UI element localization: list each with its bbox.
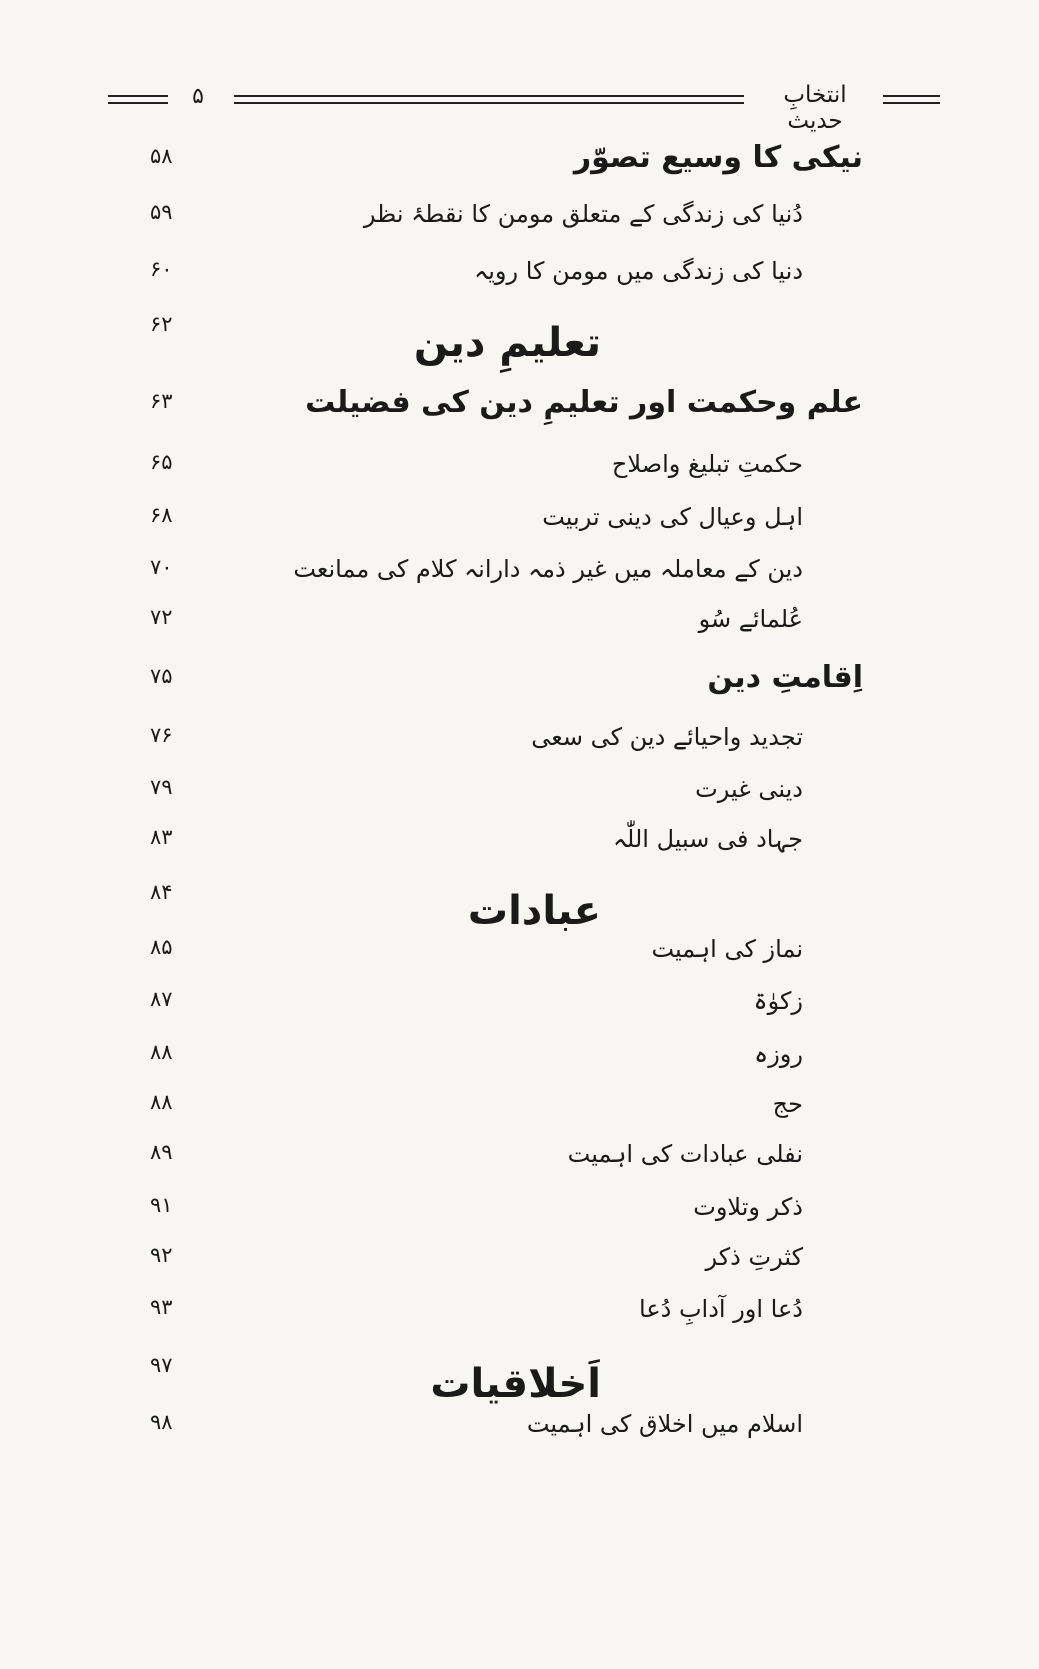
toc-entry-title: جہاد فی سبیل اللّٰہ <box>612 825 803 853</box>
header-rule-middle <box>234 95 744 104</box>
toc-page-number: ۸۴ <box>150 880 173 904</box>
toc-page-number: ۹۷ <box>150 1353 173 1377</box>
toc-entry <box>0 200 1039 256</box>
toc-entry <box>0 140 1039 196</box>
toc-entry-title: حکمتِ تبلیغ واصلاح <box>611 450 803 478</box>
toc-entry-title: کثرتِ ذکر <box>705 1243 803 1271</box>
toc-entry-title: عبادات <box>467 888 601 934</box>
toc-entry <box>0 1140 1039 1196</box>
toc-page-number: ۷۲ <box>150 605 173 629</box>
running-header <box>100 82 940 134</box>
toc-entry <box>0 1090 1039 1146</box>
toc-page-number: ۸۸ <box>150 1090 173 1114</box>
toc-entry-title: دُنیا کی زندگی کے متعلق مومن کا نقطۂ نظر <box>363 200 803 228</box>
toc-entry <box>0 775 1039 831</box>
toc-page-number: ۹۲ <box>150 1243 173 1267</box>
toc-page-number: ۵۹ <box>150 200 173 224</box>
toc-entry <box>0 987 1039 1043</box>
toc-entry-title: نماز کی اہمیت <box>651 935 803 963</box>
toc-entry <box>0 385 1039 441</box>
toc-page-number: ۷۶ <box>150 723 173 747</box>
header-rule-left <box>108 95 168 104</box>
toc-page-number: ۸۸ <box>150 1040 173 1064</box>
toc-entry-title: اہل وعیال کی دینی تربیت <box>542 503 803 531</box>
toc-entry-title: نیکی کا وسیع تصوّر <box>573 140 863 175</box>
toc-page-number: ۶۳ <box>150 389 173 413</box>
toc-page-number: ۶۸ <box>150 503 173 527</box>
toc-entry-title: اِقامتِ دین <box>707 660 863 695</box>
toc-page-number: ۹۳ <box>150 1295 173 1319</box>
toc-page-number: ۶۰ <box>150 257 173 281</box>
toc-entry-title: دنیا کی زندگی میں مومن کا رویہ <box>474 257 803 285</box>
toc-page-number: ۷۰ <box>150 555 173 579</box>
toc-page-number: ۹۸ <box>150 1410 173 1434</box>
toc-entry-title: زکوٰۃ <box>753 987 803 1015</box>
toc-entry <box>0 1295 1039 1351</box>
toc-page-number: ۵۸ <box>150 144 173 168</box>
toc-entry-title: اَخلاقیات <box>430 1361 601 1407</box>
toc-page-number: ۶۲ <box>150 312 173 336</box>
toc-entry-title: نفلی عبادات کی اہمیت <box>567 1140 803 1168</box>
toc-entry-title: حج <box>772 1090 803 1118</box>
toc-entry-title: اسلام میں اخلاق کی اہمیت <box>526 1410 803 1438</box>
toc-section-heading <box>0 880 1039 936</box>
toc-entry-title: روزہ <box>754 1040 803 1068</box>
toc-page-number: ۸۹ <box>150 1140 173 1164</box>
toc-entry <box>0 1410 1039 1466</box>
toc-entry-title: علم وحکمت اور تعلیمِ دین کی فضیلت <box>305 385 863 420</box>
toc-entry <box>0 935 1039 991</box>
toc-entry <box>0 1040 1039 1096</box>
toc-entry <box>0 825 1039 881</box>
toc-entry-title: تجدید واحیائے دین کی سعی <box>531 723 803 751</box>
toc-page-number: ۸۷ <box>150 987 173 1011</box>
toc-entry <box>0 660 1039 716</box>
toc-page-number: ۷۹ <box>150 775 173 799</box>
book-title: انتخابِ حدیث <box>783 82 847 134</box>
toc-page-number: ۶۵ <box>150 450 173 474</box>
toc-section-heading <box>0 312 1039 368</box>
toc-page-number: ۹۱ <box>150 1193 173 1217</box>
toc-section-heading <box>0 1353 1039 1409</box>
toc-entry-title: ذکر وتلاوت <box>693 1193 803 1221</box>
toc-entry <box>0 450 1039 506</box>
toc-page-number: ۸۵ <box>150 935 173 959</box>
toc-entry-title: عُلمائے سُو <box>698 605 803 633</box>
toc-entry-title: دین کے معاملہ میں غیر ذمہ دارانہ کلام کی ممانعت <box>293 555 803 583</box>
toc-entry <box>0 723 1039 779</box>
toc-entry <box>0 1193 1039 1249</box>
toc-page-number: ۸۳ <box>150 825 173 849</box>
toc-entry-title: دینی غیرت <box>695 775 803 803</box>
toc-entry-title: تعلیمِ دین <box>413 320 601 366</box>
header-rule-right <box>883 95 940 104</box>
toc-page-number: ۷۵ <box>150 664 173 688</box>
page-number: ۵ <box>192 84 204 109</box>
toc-entry <box>0 503 1039 559</box>
toc-entry <box>0 555 1039 611</box>
toc-entry <box>0 1243 1039 1299</box>
toc-entry <box>0 605 1039 661</box>
toc-entry <box>0 257 1039 313</box>
toc-entry-title: دُعا اور آدابِ دُعا <box>639 1295 803 1323</box>
